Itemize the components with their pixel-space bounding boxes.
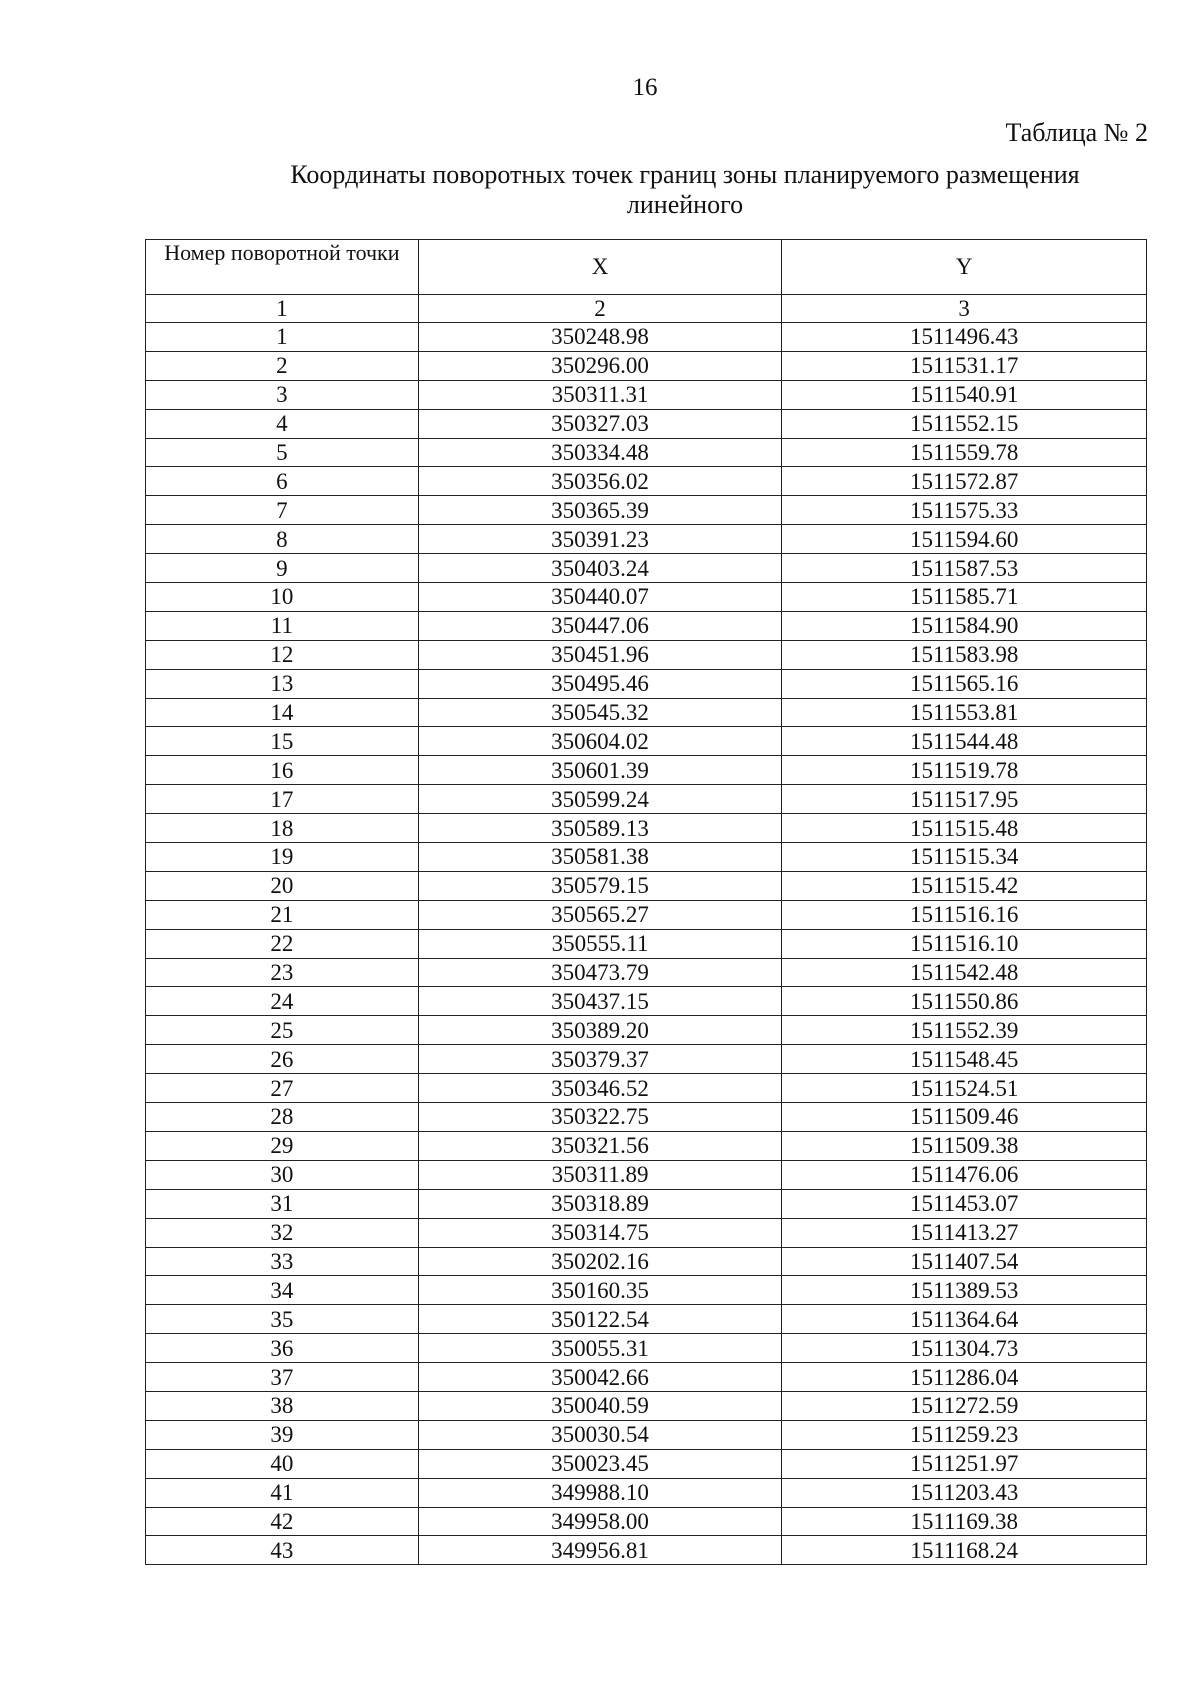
cell-y: 1511517.95 <box>782 785 1147 814</box>
cell-y: 1511565.16 <box>782 669 1147 698</box>
column-index: 3 <box>782 295 1147 323</box>
cell-point-number: 3 <box>146 380 419 409</box>
cell-point-number: 32 <box>146 1218 419 1247</box>
cell-y: 1511407.54 <box>782 1247 1147 1276</box>
cell-point-number: 40 <box>146 1449 419 1478</box>
cell-x: 350495.46 <box>418 669 782 698</box>
cell-y: 1511584.90 <box>782 611 1147 640</box>
cell-y: 1511544.48 <box>782 727 1147 756</box>
cell-point-number: 35 <box>146 1305 419 1334</box>
table-row <box>146 554 1147 583</box>
cell-y: 1511516.10 <box>782 929 1147 958</box>
table-row <box>146 467 1147 496</box>
cell-y: 1511496.43 <box>782 323 1147 352</box>
cell-point-number: 10 <box>146 583 419 612</box>
table-row <box>146 583 1147 612</box>
table-row <box>146 1391 1147 1420</box>
cell-x: 350311.89 <box>418 1160 782 1189</box>
table-row <box>146 438 1147 467</box>
table-row <box>146 1507 1147 1536</box>
cell-point-number: 42 <box>146 1507 419 1536</box>
cell-point-number: 21 <box>146 900 419 929</box>
cell-x: 350040.59 <box>418 1391 782 1420</box>
cell-x: 350451.96 <box>418 640 782 669</box>
cell-y: 1511509.46 <box>782 1103 1147 1132</box>
table-row <box>146 1363 1147 1392</box>
cell-point-number: 26 <box>146 1045 419 1074</box>
cell-point-number: 11 <box>146 611 419 640</box>
cell-x: 350389.20 <box>418 1016 782 1045</box>
column-index: 1 <box>146 295 419 323</box>
cell-y: 1511364.64 <box>782 1305 1147 1334</box>
cell-x: 350391.23 <box>418 525 782 554</box>
cell-point-number: 18 <box>146 814 419 843</box>
table-row <box>146 698 1147 727</box>
cell-y: 1511519.78 <box>782 756 1147 785</box>
cell-x: 350604.02 <box>418 727 782 756</box>
table-row <box>146 1016 1147 1045</box>
cell-x: 350122.54 <box>418 1305 782 1334</box>
cell-x: 350447.06 <box>418 611 782 640</box>
cell-point-number: 24 <box>146 987 419 1016</box>
cell-point-number: 28 <box>146 1103 419 1132</box>
cell-y: 1511587.53 <box>782 554 1147 583</box>
table-row <box>146 1449 1147 1478</box>
cell-y: 1511531.17 <box>782 351 1147 380</box>
table-row <box>146 1536 1147 1565</box>
table-row <box>146 756 1147 785</box>
cell-point-number: 27 <box>146 1074 419 1103</box>
cell-point-number: 29 <box>146 1131 419 1160</box>
table-row <box>146 409 1147 438</box>
cell-x: 350160.35 <box>418 1276 782 1305</box>
cell-x: 350311.31 <box>418 380 782 409</box>
table-row <box>146 1420 1147 1449</box>
table-row <box>146 958 1147 987</box>
cell-y: 1511553.81 <box>782 698 1147 727</box>
table-row <box>146 1131 1147 1160</box>
cell-x: 350599.24 <box>418 785 782 814</box>
cell-y: 1511552.39 <box>782 1016 1147 1045</box>
cell-x: 350055.31 <box>418 1334 782 1363</box>
cell-x: 350318.89 <box>418 1189 782 1218</box>
cell-point-number: 31 <box>146 1189 419 1218</box>
table-row <box>146 1276 1147 1305</box>
cell-point-number: 43 <box>146 1536 419 1565</box>
cell-y: 1511516.16 <box>782 900 1147 929</box>
table-row <box>146 987 1147 1016</box>
table-row <box>146 1074 1147 1103</box>
cell-y: 1511413.27 <box>782 1218 1147 1247</box>
table-row <box>146 1103 1147 1132</box>
cell-point-number: 37 <box>146 1363 419 1392</box>
table-row <box>146 323 1147 352</box>
cell-point-number: 6 <box>146 467 419 496</box>
cell-y: 1511515.42 <box>782 871 1147 900</box>
cell-y: 1511552.15 <box>782 409 1147 438</box>
column-index-row <box>146 295 1147 323</box>
header-y: Y <box>782 240 1147 295</box>
table-row <box>146 669 1147 698</box>
cell-point-number: 4 <box>146 409 419 438</box>
cell-x: 350321.56 <box>418 1131 782 1160</box>
table-body <box>146 323 1147 1565</box>
cell-point-number: 30 <box>146 1160 419 1189</box>
cell-point-number: 19 <box>146 843 419 872</box>
cell-y: 1511286.04 <box>782 1363 1147 1392</box>
cell-point-number: 33 <box>146 1247 419 1276</box>
cell-x: 350248.98 <box>418 323 782 352</box>
cell-point-number: 12 <box>146 640 419 669</box>
table-row <box>146 843 1147 872</box>
cell-y: 1511585.71 <box>782 583 1147 612</box>
cell-point-number: 17 <box>146 785 419 814</box>
cell-x: 350589.13 <box>418 814 782 843</box>
cell-x: 350579.15 <box>418 871 782 900</box>
cell-point-number: 1 <box>146 323 419 352</box>
cell-x: 350322.75 <box>418 1103 782 1132</box>
cell-y: 1511559.78 <box>782 438 1147 467</box>
table-row <box>146 1305 1147 1334</box>
cell-point-number: 15 <box>146 727 419 756</box>
cell-y: 1511572.87 <box>782 467 1147 496</box>
cell-y: 1511515.48 <box>782 814 1147 843</box>
table-row <box>146 611 1147 640</box>
cell-point-number: 5 <box>146 438 419 467</box>
cell-y: 1511575.33 <box>782 496 1147 525</box>
cell-point-number: 7 <box>146 496 419 525</box>
cell-point-number: 16 <box>146 756 419 785</box>
cell-point-number: 9 <box>146 554 419 583</box>
table-row <box>146 496 1147 525</box>
cell-x: 350327.03 <box>418 409 782 438</box>
cell-y: 1511272.59 <box>782 1391 1147 1420</box>
cell-x: 350565.27 <box>418 900 782 929</box>
cell-x: 350202.16 <box>418 1247 782 1276</box>
cell-y: 1511583.98 <box>782 640 1147 669</box>
cell-point-number: 2 <box>146 351 419 380</box>
cell-x: 350440.07 <box>418 583 782 612</box>
cell-y: 1511168.24 <box>782 1536 1147 1565</box>
cell-x: 350473.79 <box>418 958 782 987</box>
table-row <box>146 727 1147 756</box>
cell-y: 1511540.91 <box>782 380 1147 409</box>
cell-point-number: 25 <box>146 1016 419 1045</box>
table-row <box>146 871 1147 900</box>
table-row <box>146 1334 1147 1363</box>
cell-point-number: 20 <box>146 871 419 900</box>
table-header-row <box>146 240 1147 295</box>
cell-y: 1511259.23 <box>782 1420 1147 1449</box>
cell-x: 350346.52 <box>418 1074 782 1103</box>
cell-y: 1511542.48 <box>782 958 1147 987</box>
table-row <box>146 1218 1147 1247</box>
cell-x: 350365.39 <box>418 496 782 525</box>
table-row <box>146 380 1147 409</box>
table-row <box>146 351 1147 380</box>
cell-y: 1511515.34 <box>782 843 1147 872</box>
page-number: 16 <box>632 74 658 101</box>
cell-x: 350601.39 <box>418 756 782 785</box>
cell-x: 349958.00 <box>418 1507 782 1536</box>
cell-point-number: 23 <box>146 958 419 987</box>
cell-x: 350555.11 <box>418 929 782 958</box>
cell-y: 1511389.53 <box>782 1276 1147 1305</box>
cell-y: 1511203.43 <box>782 1478 1147 1507</box>
table-row <box>146 929 1147 958</box>
table-label: Таблица № 2 <box>1005 118 1148 147</box>
table-row <box>146 1045 1147 1074</box>
cell-y: 1511169.38 <box>782 1507 1147 1536</box>
cell-point-number: 39 <box>146 1420 419 1449</box>
column-index: 2 <box>418 295 782 323</box>
cell-y: 1511476.06 <box>782 1160 1147 1189</box>
table-row <box>146 525 1147 554</box>
table-row <box>146 1247 1147 1276</box>
cell-point-number: 38 <box>146 1391 419 1420</box>
table-row <box>146 1160 1147 1189</box>
cell-point-number: 22 <box>146 929 419 958</box>
cell-x: 350042.66 <box>418 1363 782 1392</box>
header-x: X <box>418 240 782 295</box>
cell-x: 350334.48 <box>418 438 782 467</box>
cell-x: 350403.24 <box>418 554 782 583</box>
cell-x: 350545.32 <box>418 698 782 727</box>
cell-y: 1511453.07 <box>782 1189 1147 1218</box>
cell-y: 1511548.45 <box>782 1045 1147 1074</box>
cell-point-number: 41 <box>146 1478 419 1507</box>
cell-x: 349956.81 <box>418 1536 782 1565</box>
table-row <box>146 1478 1147 1507</box>
header-point-number: Номер поворотной точки <box>146 240 419 295</box>
table-row <box>146 814 1147 843</box>
cell-x: 350437.15 <box>418 987 782 1016</box>
table-row <box>146 640 1147 669</box>
cell-x: 350314.75 <box>418 1218 782 1247</box>
table-row <box>146 785 1147 814</box>
cell-y: 1511509.38 <box>782 1131 1147 1160</box>
cell-x: 350030.54 <box>418 1420 782 1449</box>
table-row <box>146 900 1147 929</box>
cell-point-number: 36 <box>146 1334 419 1363</box>
cell-x: 350356.02 <box>418 467 782 496</box>
coordinates-table <box>145 239 1147 1565</box>
table-title: Координаты поворотных точек границ зоны планируемого размещения линейного <box>290 160 1080 219</box>
cell-y: 1511594.60 <box>782 525 1147 554</box>
cell-y: 1511304.73 <box>782 1334 1147 1363</box>
cell-x: 350023.45 <box>418 1449 782 1478</box>
cell-point-number: 34 <box>146 1276 419 1305</box>
cell-y: 1511550.86 <box>782 987 1147 1016</box>
table-row <box>146 1189 1147 1218</box>
cell-x: 350581.38 <box>418 843 782 872</box>
cell-point-number: 14 <box>146 698 419 727</box>
cell-x: 349988.10 <box>418 1478 782 1507</box>
cell-x: 350379.37 <box>418 1045 782 1074</box>
cell-point-number: 8 <box>146 525 419 554</box>
cell-y: 1511251.97 <box>782 1449 1147 1478</box>
cell-x: 350296.00 <box>418 351 782 380</box>
cell-point-number: 13 <box>146 669 419 698</box>
cell-y: 1511524.51 <box>782 1074 1147 1103</box>
